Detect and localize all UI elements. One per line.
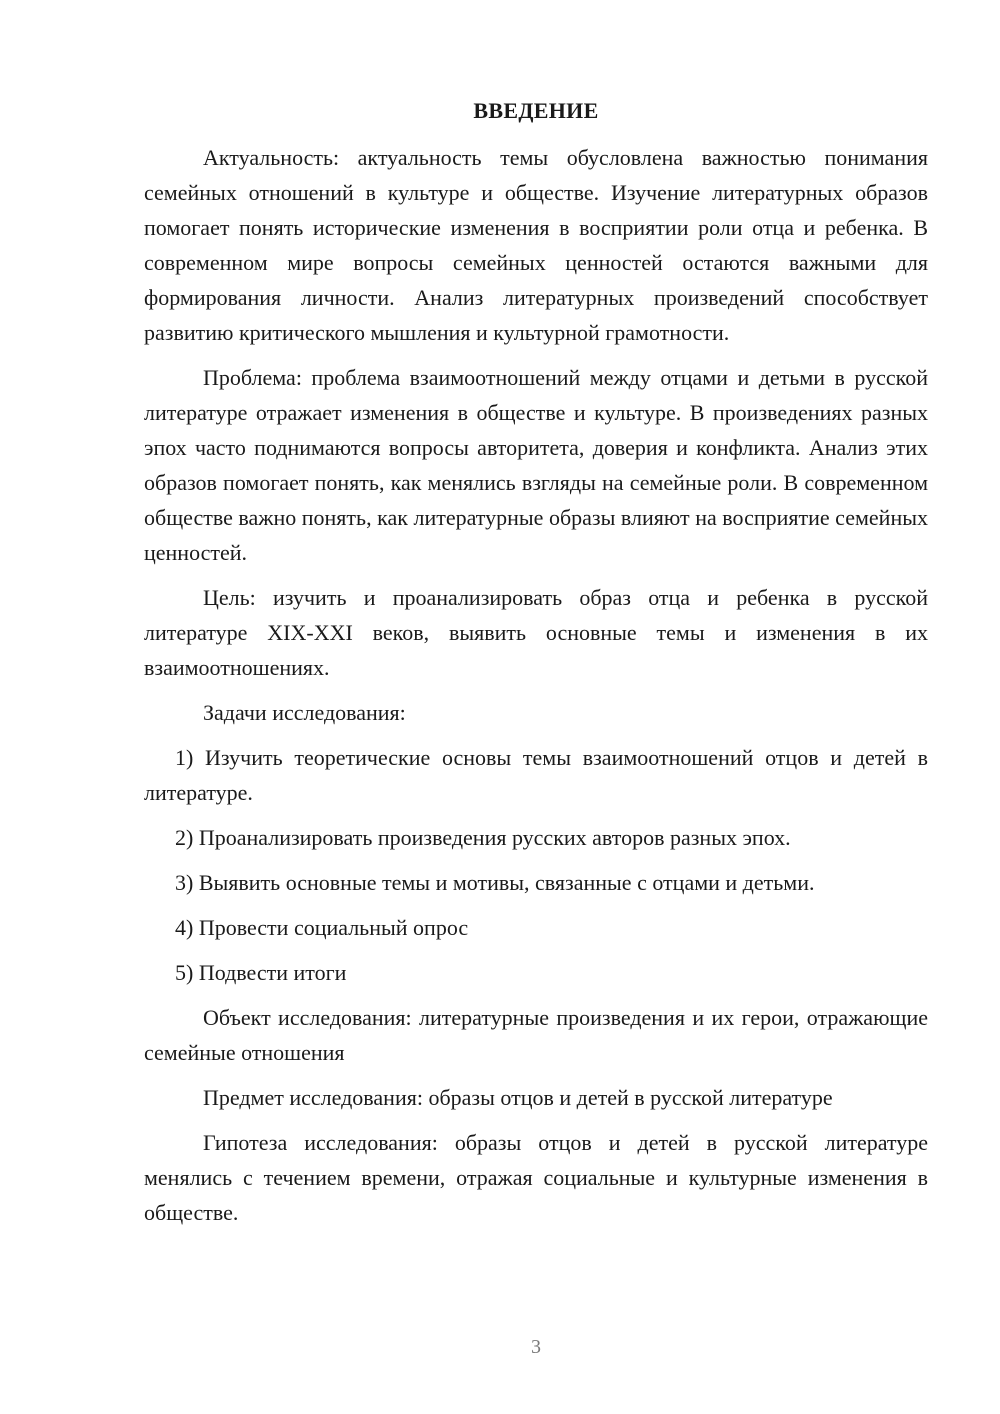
task-item-4: 4) Провести социальный опрос — [175, 915, 469, 940]
page-title: ВВЕДЕНИЕ — [473, 98, 599, 123]
task-item-5: 5) Подвести итоги — [175, 960, 347, 985]
page-number: 3 — [531, 1336, 541, 1358]
task-item-3: 3) Выявить основные темы и мотивы, связанные с отцами и детьми. — [175, 870, 815, 895]
paragraph-object: Объект исследования: литературные произведения и их герои, отражающие семейные отношения — [144, 1005, 928, 1065]
paragraph-tasks-heading: Задачи исследования: — [203, 700, 406, 725]
paragraph-relevance: Актуальность: актуальность темы обусловлена важностью понимания семейных отношений в культуре и обществе. Изучение литературных образов помогает понять исторические изменения в восприятии роли отца и ребенка. В современном мире вопросы семейных ценностей остаются важными для формирования личности. Анализ литературных произведений способствует развитию критического мышления и культурной грамотности. — [144, 145, 928, 345]
paragraph-hypothesis: Гипотеза исследования: образы отцов и детей в русской литературе менялись с течением времени, отражая социальные и культурные изменения в обществе. — [144, 1130, 928, 1225]
paragraph-subject: Предмет исследования: образы отцов и детей в русской литературе — [203, 1085, 833, 1110]
task-item-2: 2) Проанализировать произведения русских авторов разных эпох. — [175, 825, 791, 850]
paragraph-goal: Цель: изучить и проанализировать образ отца и ребенка в русской литературе XIX-XXI веков, выявить основные темы и изменения в их взаимоотношениях. — [144, 585, 928, 680]
paragraph-problem: Проблема: проблема взаимоотношений между отцами и детьми в русской литературе отражает изменения в обществе и культуре. В произведениях разных эпох часто поднимаются вопросы авторитета, доверия и конфликта. Анализ этих образов помогает понять, как менялись взгляды на семейные роли. В современном обществе важно понять, как литературные образы влияют на восприятие семейных ценностей. — [144, 365, 928, 565]
task-item-1: 1) Изучить теоретические основы темы взаимоотношений отцов и детей в литературе. — [144, 745, 928, 805]
body-text — [144, 140, 928, 1240]
